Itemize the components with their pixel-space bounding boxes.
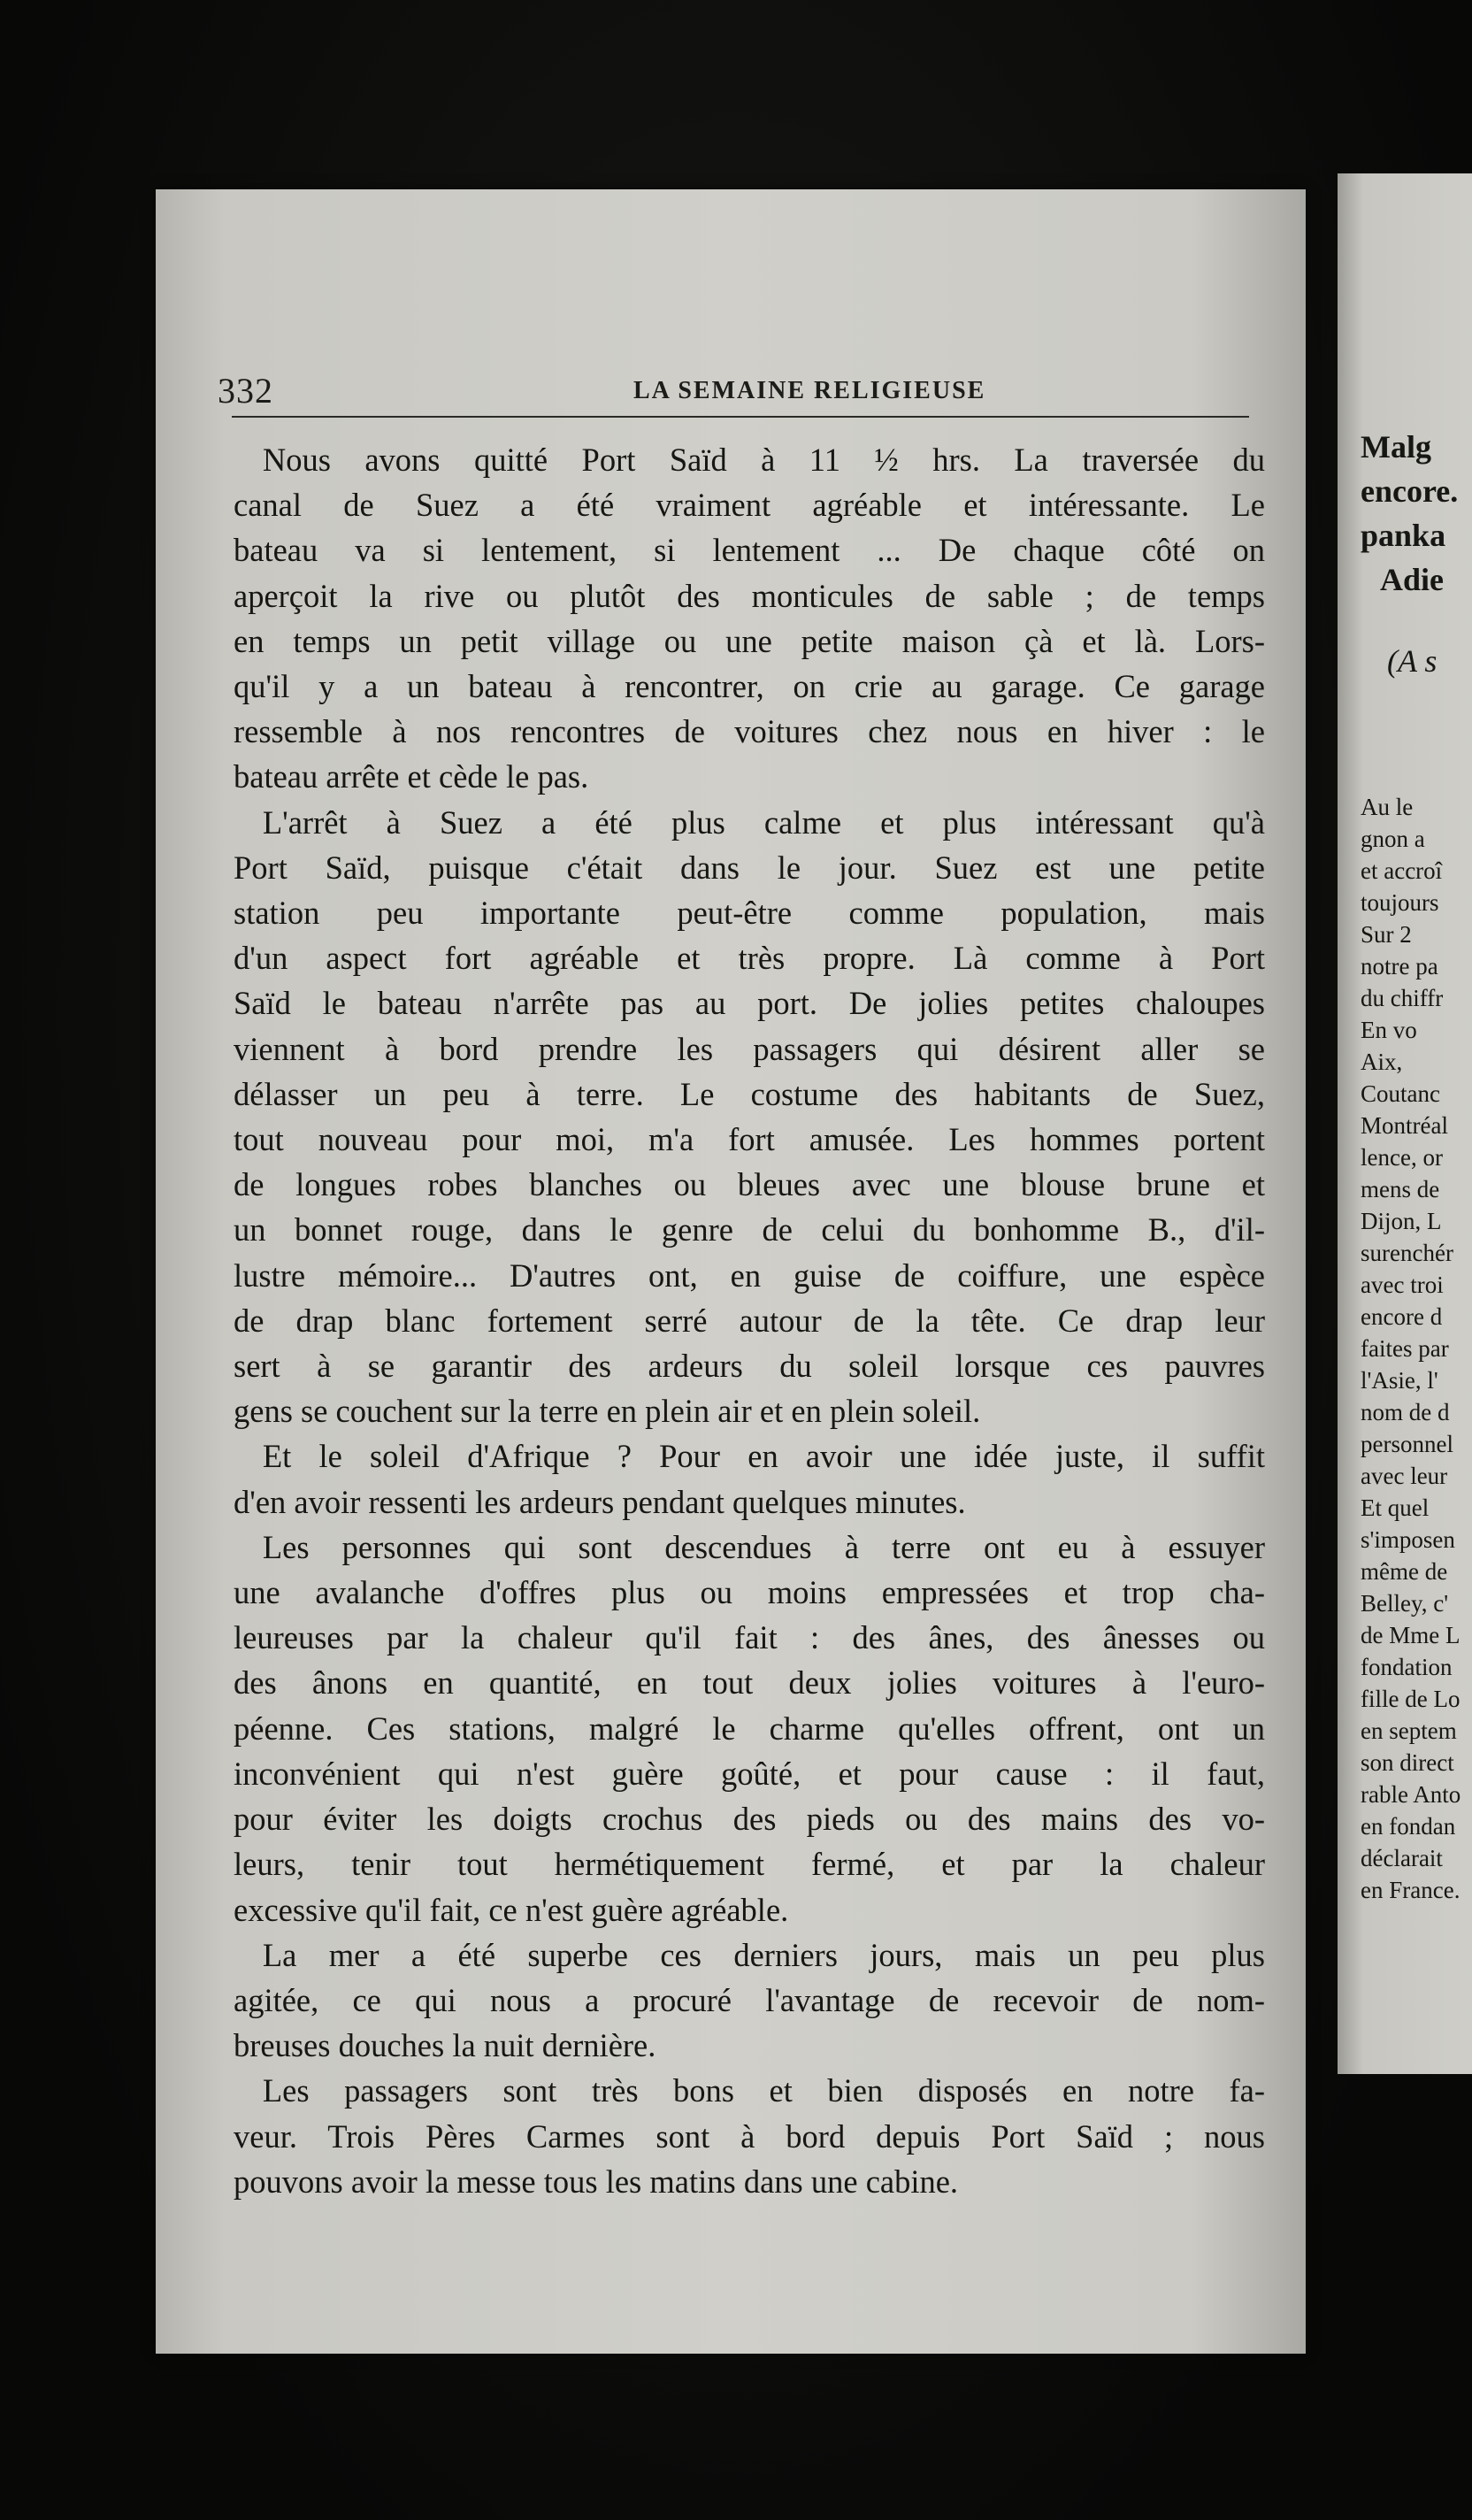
text-line: de drap blanc fortement serré autour de la tête. Ce drap leur xyxy=(234,1302,1265,1339)
text-line: leureuses par la chaleur qu'il fait : des ânes, des ânesses ou xyxy=(234,1619,1265,1656)
facing-line: son direct xyxy=(1361,1749,1454,1776)
facing-page-text xyxy=(1361,425,1472,1906)
facing-line: Aix, xyxy=(1361,1049,1403,1075)
facing-line: fille de Lo xyxy=(1361,1686,1460,1712)
text-line: bateau va si lentement, si lentement ... De chaque côté on xyxy=(234,532,1265,569)
text-line: viennent à bord prendre les passagers qui désirent aller se xyxy=(234,1030,1265,1067)
paragraph xyxy=(234,800,1265,1434)
text-line: station peu importante peut-être comme population, mais xyxy=(234,895,1265,932)
facing-line: nom de d xyxy=(1361,1399,1450,1425)
text-line: sert à se garantir des ardeurs du soleil lorsque ces pauvres xyxy=(234,1348,1265,1385)
facing-line: encore. xyxy=(1361,473,1459,509)
facing-line: du chiffr xyxy=(1361,985,1444,1011)
text-line: des ânons en quantité, en tout deux jolies voitures à l'euro- xyxy=(234,1664,1265,1702)
facing-line: Dijon, L xyxy=(1361,1208,1442,1234)
facing-line: toujours xyxy=(1361,889,1439,916)
facing-line: Au le xyxy=(1361,794,1414,820)
text-line: délasser un peu à terre. Le costume des habitants de Suez, xyxy=(234,1075,1265,1112)
facing-line: avec troi xyxy=(1361,1272,1444,1298)
text-line: veur. Trois Pères Carmes sont à bord depuis Port Saïd ; nous xyxy=(234,2117,1265,2155)
text-line: Et le soleil d'Afrique ? Pour en avoir une idée juste, il suffit xyxy=(262,1438,1265,1475)
facing-line: Coutanc xyxy=(1361,1080,1440,1107)
facing-line: personnel xyxy=(1361,1431,1453,1457)
facing-line: Montréal xyxy=(1361,1112,1448,1139)
text-line: péenne. Ces stations, malgré le charme qu'elles offrent, ont un xyxy=(234,1709,1265,1747)
text-line: d'en avoir ressenti les ardeurs pendant quelques minutes. xyxy=(234,1483,966,1520)
facing-line: En vo xyxy=(1361,1017,1417,1043)
text-line: L'arrêt à Suez a été plus calme et plus intéressant qu'à xyxy=(262,803,1265,841)
facing-line: l'Asie, l' xyxy=(1361,1367,1438,1394)
facing-line: en septem xyxy=(1361,1717,1457,1744)
text-line: Les passagers sont très bons et bien disposés en notre fa- xyxy=(262,2072,1265,2109)
facing-line: déclarait xyxy=(1361,1845,1443,1871)
text-line: canal de Suez a été vraiment agréable et intéressante. Le xyxy=(234,487,1265,524)
text-line: Nous avons quitté Port Saïd à 11 ½ hrs. La traversée du xyxy=(262,442,1265,478)
facing-line: en fondan xyxy=(1361,1813,1456,1840)
page-number: 332 xyxy=(218,371,273,411)
text-line: pouvons avoir la messe tous les matins dans une cabine. xyxy=(234,2163,959,2200)
facing-line: Sur 2 xyxy=(1361,921,1412,948)
text-line: La mer a été superbe ces derniers jours, mais un peu plus xyxy=(262,1936,1265,1973)
facing-line: Belley, c' xyxy=(1361,1590,1449,1617)
text-line: ressemble à nos rencontres de voitures chez nous en hiver : le xyxy=(234,713,1265,750)
text-line: gens se couchent sur la terre en plein air et en plein soleil. xyxy=(234,1393,981,1430)
facing-line: lence, or xyxy=(1361,1144,1443,1171)
text-line: qu'il y a un bateau à rencontrer, on crie au garage. Ce garage xyxy=(234,668,1265,705)
facing-line: Adie xyxy=(1380,562,1444,597)
facing-line: faites par xyxy=(1361,1335,1449,1362)
text-line: tout nouveau pour moi, m'a fort amusée. Les hommes portent xyxy=(234,1121,1265,1158)
text-line: inconvénient qui n'est guère goûté, et pour cause : il faut, xyxy=(234,1755,1265,1792)
text-line: aperçoit la rive ou plutôt des monticules de sable ; de temps xyxy=(234,577,1265,614)
header-rule xyxy=(232,416,1249,418)
paragraph xyxy=(234,1433,1265,1524)
facing-line: gnon a xyxy=(1361,826,1425,852)
text-line: leurs, tenir tout hermétiquement fermé, et par la chaleur xyxy=(234,1846,1265,1883)
text-line: lustre mémoire... D'autres ont, en guise de coiffure, une espèce xyxy=(234,1256,1265,1294)
text-line: une avalanche d'offres plus ou moins empressées et trop cha- xyxy=(234,1574,1265,1611)
text-line: Port Saïd, puisque c'était dans le jour. Suez est une petite xyxy=(234,849,1265,886)
facing-line: panka xyxy=(1361,518,1446,553)
facing-line: même de xyxy=(1361,1558,1448,1585)
facing-line: fondation xyxy=(1361,1654,1453,1680)
facing-line: encore d xyxy=(1361,1303,1443,1330)
text-line: agitée, ce qui nous a procuré l'avantage de recevoir de nom- xyxy=(234,1981,1265,2018)
facing-line: surenchér xyxy=(1361,1240,1453,1266)
text-line: en temps un petit village ou une petite maison çà et là. Lors- xyxy=(234,622,1265,659)
text-line: de longues robes blanches ou bleues avec une blouse brune et xyxy=(234,1166,1265,1203)
facing-line: mens de xyxy=(1361,1176,1440,1202)
text-line: un bonnet rouge, dans le genre de celui du bonhomme B., d'il- xyxy=(234,1211,1265,1248)
page-header-title: LA SEMAINE RELIGIEUSE xyxy=(633,377,986,404)
paragraph xyxy=(234,1932,1265,2069)
text-line: Les personnes qui sont descendues à terre ont eu à essuyer xyxy=(262,1528,1265,1565)
text-line: d'un aspect fort agréable et très propre. Là comme à Port xyxy=(234,940,1265,977)
text-line: excessive qu'il fait, ce n'est guère agréable. xyxy=(234,1891,789,1928)
text-line: Saïd le bateau n'arrête pas au port. De jolies petites chaloupes xyxy=(234,985,1265,1022)
facing-line: notre pa xyxy=(1361,953,1438,980)
facing-line: Et quel xyxy=(1361,1494,1430,1521)
text-line: breuses douches la nuit dernière. xyxy=(234,2027,656,2064)
facing-line: Malg xyxy=(1361,429,1431,465)
article-body xyxy=(234,437,1265,2204)
paragraph xyxy=(234,437,1265,800)
facing-italic-line: (A s xyxy=(1387,643,1438,679)
text-line: bateau arrête et cède le pas. xyxy=(234,758,589,795)
facing-line: en France. xyxy=(1361,1877,1460,1903)
paragraph xyxy=(234,1525,1265,1932)
facing-line: de Mme L xyxy=(1361,1622,1460,1648)
paragraph xyxy=(234,2068,1265,2204)
facing-line: et accroî xyxy=(1361,857,1443,884)
facing-line: avec leur xyxy=(1361,1463,1448,1489)
text-line: pour éviter les doigts crochus des pieds ou des mains des vo- xyxy=(234,1801,1265,1838)
facing-line: rable Anto xyxy=(1361,1781,1461,1808)
running-head xyxy=(218,365,1244,418)
facing-line: s'imposen xyxy=(1361,1526,1455,1553)
